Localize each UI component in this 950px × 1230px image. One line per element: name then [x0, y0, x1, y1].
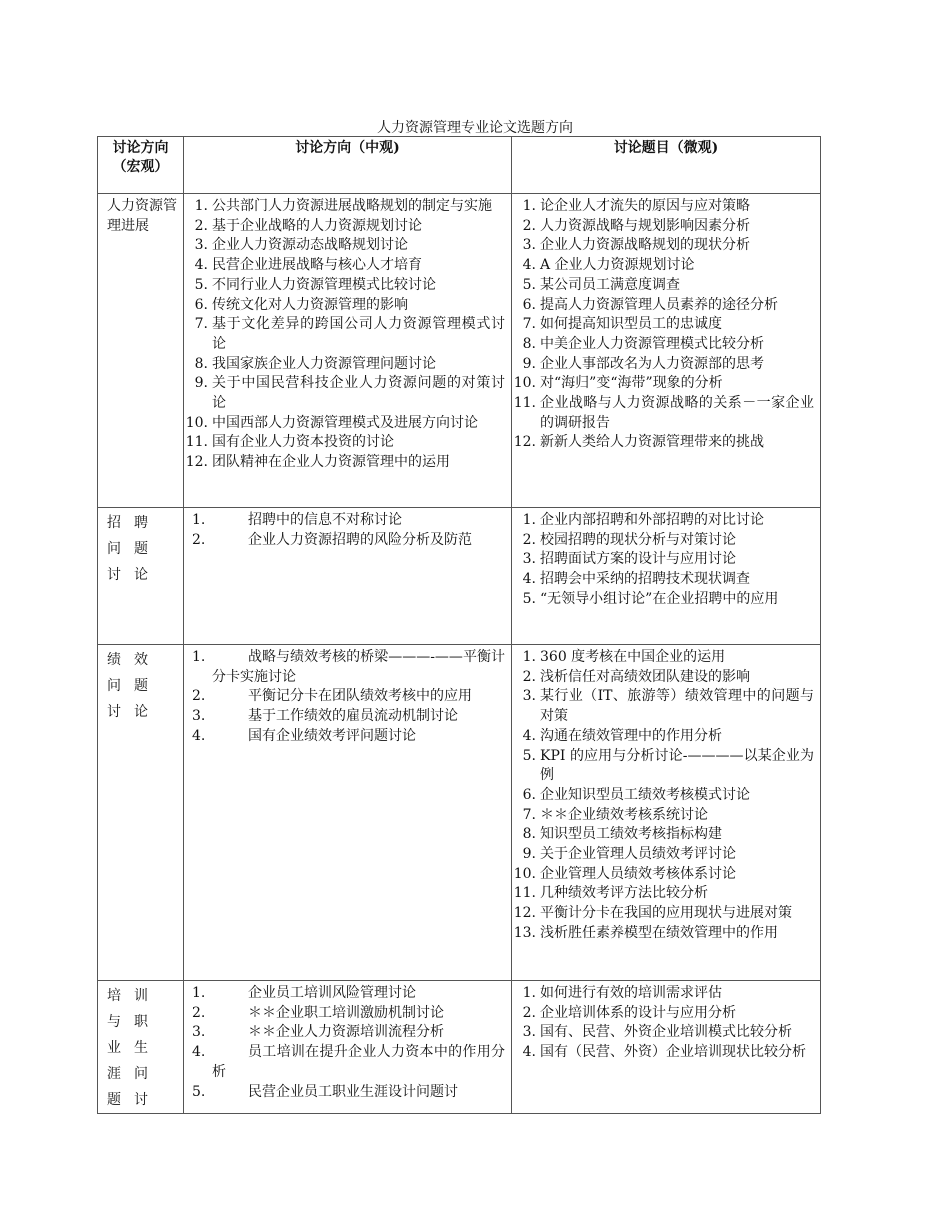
macro-cell-recruitment: 招聘问题讨论	[98, 508, 184, 645]
micro-list	[512, 645, 820, 944]
list-item-text: 民营企业进展战略与核心人才培育	[212, 257, 422, 274]
list-item-number: 4.	[194, 257, 208, 274]
list-item-number: 1.	[192, 985, 206, 1001]
list-item-number: 8.	[522, 826, 536, 843]
list-item-text: 企业人力资源动态战略规划讨论	[212, 237, 408, 254]
list-item-number: 2.	[522, 531, 536, 548]
list-item-number: 2.	[192, 531, 206, 548]
list-item	[512, 550, 814, 570]
list-item	[512, 1023, 814, 1043]
list-item	[512, 984, 814, 1004]
list-item-text: 基于文化差异的跨国公司人力资源管理模式讨论	[212, 316, 505, 352]
meso-list	[184, 194, 511, 473]
list-item-number: 3.	[192, 708, 206, 725]
list-item-text: 企业管理人员绩效考核体系讨论	[540, 865, 736, 882]
list-item-number: 1.	[522, 198, 536, 214]
list-item	[184, 1043, 505, 1082]
list-item	[184, 256, 505, 276]
list-item-text: 新新人类给人力资源管理带来的挑战	[540, 434, 764, 451]
list-item-text: 企业战略与人力资源战略的关系－一家企业的调研报告	[540, 395, 814, 431]
list-item-text: 企业内部招聘和外部招聘的对比讨论	[540, 512, 764, 528]
list-item	[512, 296, 814, 316]
list-item-text: 招聘会中采纳的招聘技术现状调查	[540, 571, 750, 588]
list-item-number: 7.	[522, 806, 536, 823]
list-item-number: 2.	[522, 1004, 536, 1021]
list-item	[512, 335, 814, 355]
header-macro: 讨论方向（宏观）	[98, 137, 184, 194]
list-item	[512, 374, 814, 394]
list-item-number: 3.	[522, 1024, 536, 1041]
list-item	[512, 197, 814, 217]
list-item-number: 8.	[522, 335, 536, 352]
list-item	[184, 433, 505, 453]
list-item	[512, 570, 814, 590]
list-item-text: ＊＊企业绩效考核系统讨论	[540, 806, 708, 823]
list-item-number: 6.	[194, 296, 208, 313]
list-item	[512, 786, 814, 806]
list-item-text: 民营企业员工职业生涯设计问题讨	[248, 1083, 458, 1100]
list-item	[512, 1004, 814, 1024]
list-item-text: 关于企业管理人员绩效考评讨论	[540, 846, 736, 863]
list-item-number: 4.	[522, 1044, 536, 1061]
list-item-number: 12.	[185, 454, 208, 471]
list-item	[184, 1023, 505, 1043]
list-item-text: 企业知识型员工绩效考核模式讨论	[540, 786, 750, 803]
list-item-number: 3.	[194, 237, 208, 254]
list-item-number: 11.	[513, 395, 536, 412]
list-item	[512, 884, 814, 904]
list-item-number: 7.	[522, 316, 536, 333]
list-item-text: 企业人力资源招聘的风险分析及防范	[248, 531, 472, 548]
list-item-number: 2.	[194, 217, 208, 234]
list-item	[184, 1004, 505, 1024]
list-item-number: 4.	[522, 571, 536, 588]
list-item-number: 4.	[522, 257, 536, 274]
list-item	[512, 648, 814, 668]
list-item-text: 知识型员工绩效考核指标构建	[540, 826, 722, 843]
list-item-number: 11.	[513, 885, 536, 902]
list-item-number: 4.	[192, 1044, 206, 1061]
meso-cell	[184, 981, 512, 1114]
list-item	[512, 806, 814, 826]
list-item-text: 关于中国民营科技企业人力资源问题的对策讨论	[212, 375, 505, 412]
list-item	[512, 687, 814, 726]
list-item	[512, 845, 814, 865]
list-item-text: 360 度考核在中国企业的运用	[540, 649, 726, 665]
list-item-text: 国有、民营、外资企业培训模式比较分析	[540, 1024, 792, 1041]
list-item-text: 如何提高知识型员工的忠诚度	[540, 316, 722, 333]
list-item	[512, 256, 814, 276]
list-item	[512, 394, 814, 433]
list-item-number: 1.	[522, 512, 536, 528]
micro-list	[512, 194, 820, 453]
list-item-text: 提高人力资源管理人员素养的途径分析	[540, 296, 778, 313]
list-item-text: 战略与绩效考核的桥梁———-——平衡计分卡实施讨论	[212, 649, 505, 685]
list-item-text: 国有企业绩效考评问题讨论	[248, 727, 416, 744]
list-item	[512, 217, 814, 237]
list-item-number: 2.	[522, 217, 536, 234]
list-item-number: 6.	[522, 786, 536, 803]
micro-list	[512, 981, 820, 1063]
list-item	[184, 707, 505, 727]
list-item-text: 企业员工培训风险管理讨论	[248, 985, 416, 1001]
list-item-text: 沟通在绩效管理中的作用分析	[540, 727, 722, 744]
list-item-number: 1.	[192, 512, 206, 528]
list-item-text: 团队精神在企业人力资源管理中的运用	[212, 454, 450, 471]
list-item-number: 7.	[194, 316, 208, 333]
list-item-number: 1.	[194, 198, 208, 214]
micro-cell	[512, 508, 821, 645]
list-item	[184, 236, 505, 256]
list-item	[184, 648, 505, 687]
list-item-number: 2.	[522, 668, 536, 685]
list-item-text: 企业培训体系的设计与应用分析	[540, 1004, 736, 1021]
list-item	[184, 414, 505, 434]
list-item	[512, 924, 814, 944]
list-item-text: 企业人事部改名为人力资源部的思考	[540, 355, 764, 372]
document-title: 人力资源管理专业论文选题方向	[377, 120, 573, 136]
list-item-text: 公共部门人力资源进展战略规划的制定与实施	[212, 198, 492, 214]
list-item-number: 8.	[194, 355, 208, 372]
list-item-text: 基于工作绩效的雇员流动机制讨论	[248, 708, 458, 725]
list-item	[184, 727, 505, 747]
micro-cell	[512, 194, 821, 508]
list-item	[512, 727, 814, 747]
list-item	[512, 236, 814, 256]
list-item-text: 基于企业战略的人力资源规划讨论	[212, 217, 422, 234]
list-item-number: 5.	[522, 747, 536, 764]
list-item-text: 几种绩效考评方法比较分析	[540, 885, 708, 902]
table-row	[98, 645, 821, 981]
meso-cell	[184, 645, 512, 981]
list-item-number: 11.	[185, 434, 208, 451]
list-item-text: 中美企业人力资源管理模式比较分析	[540, 335, 764, 352]
list-item	[512, 825, 814, 845]
list-item-text: “无领导小组讨论”在企业招聘中的应用	[540, 590, 779, 607]
list-item	[184, 355, 505, 375]
micro-list	[512, 508, 820, 610]
list-item-text: 招聘中的信息不对称讨论	[248, 512, 402, 528]
list-item-text: 如何进行有效的培训需求评估	[540, 985, 722, 1001]
list-item	[512, 1043, 814, 1063]
list-item-text: ＊＊企业职工培训激励机制讨论	[248, 1004, 444, 1021]
list-item-number: 1.	[522, 649, 536, 665]
list-item	[184, 276, 505, 296]
table-row	[98, 508, 821, 645]
list-item	[184, 531, 505, 551]
list-item-text: 传统文化对人力资源管理的影响	[212, 296, 408, 313]
header-meso: 讨论方向（中观)	[184, 137, 512, 194]
list-item	[512, 355, 814, 375]
list-item	[512, 531, 814, 551]
list-item	[184, 197, 505, 217]
list-item-number: 5.	[522, 590, 536, 607]
list-item	[512, 590, 814, 610]
topic-table	[97, 136, 821, 1114]
list-item-text: ＊＊企业人力资源培训流程分析	[248, 1024, 444, 1041]
list-item-number: 1.	[522, 985, 536, 1001]
micro-cell	[512, 645, 821, 981]
list-item-number: 13.	[513, 924, 536, 941]
list-item-number: 12.	[513, 905, 536, 922]
list-item-text: 平衡记分卡在团队绩效考核中的应用	[248, 688, 472, 705]
list-item-number: 3.	[522, 688, 536, 705]
list-item-number: 4.	[192, 727, 206, 744]
list-item	[512, 276, 814, 296]
list-item-text: 浅析胜任素养模型在绩效管理中的作用	[540, 924, 778, 941]
list-item	[184, 374, 505, 413]
list-item	[512, 511, 814, 531]
list-item-text: 我国家族企业人力资源管理问题讨论	[212, 355, 436, 372]
list-item-text: 招聘面试方案的设计与应用讨论	[540, 551, 736, 568]
meso-list	[184, 508, 511, 550]
list-item	[184, 1083, 505, 1103]
table-header-row	[98, 137, 821, 194]
list-item	[512, 315, 814, 335]
list-item-number: 9.	[194, 375, 208, 392]
list-item-number: 6.	[522, 296, 536, 313]
list-item	[512, 904, 814, 924]
list-item-number: 5.	[522, 276, 536, 293]
list-item	[184, 687, 505, 707]
list-item	[184, 511, 505, 531]
meso-list	[184, 981, 511, 1102]
list-item-text: 国有企业人力资本投资的讨论	[212, 434, 394, 451]
list-item-number: 5.	[192, 1083, 206, 1100]
list-item	[512, 747, 814, 786]
list-item-number: 9.	[522, 355, 536, 372]
list-item-text: 某行业（IT、旅游等）绩效管理中的问题与对策	[540, 688, 814, 725]
macro-cell-training-career: 培训与职业生涯问题讨	[98, 981, 184, 1114]
list-item-number: 2.	[192, 688, 206, 705]
list-item	[512, 433, 814, 453]
list-item-number: 10.	[513, 375, 536, 392]
list-item-number: 2.	[192, 1004, 206, 1021]
list-item-number: 10.	[185, 414, 208, 431]
meso-list	[184, 645, 511, 747]
list-item-text: 浅析信任对高绩效团队建设的影响	[540, 668, 750, 685]
list-item-number: 10.	[513, 865, 536, 882]
list-item-text: 对“海归”变“海带”现象的分析	[540, 375, 723, 392]
list-item-number: 3.	[192, 1024, 206, 1041]
list-item-number: 12.	[513, 434, 536, 451]
list-item-text: 中国西部人力资源管理模式及进展方向讨论	[212, 414, 478, 431]
list-item	[184, 453, 505, 473]
micro-cell	[512, 981, 821, 1114]
list-item-text: 不同行业人力资源管理模式比较讨论	[212, 276, 436, 293]
list-item-number: 3.	[522, 551, 536, 568]
macro-cell-performance: 绩效问题讨论	[98, 645, 184, 981]
list-item	[184, 984, 505, 1004]
list-item-text: 某公司员工满意度调查	[540, 276, 680, 293]
list-item-number: 9.	[522, 846, 536, 863]
list-item-text: 国有（民营、外资）企业培训现状比较分析	[540, 1044, 806, 1061]
list-item	[512, 865, 814, 885]
list-item-text: 校园招聘的现状分析与对策讨论	[540, 531, 736, 548]
list-item-text: 人力资源战略与规划影响因素分析	[540, 217, 750, 234]
list-item-number: 1.	[192, 649, 206, 665]
list-item-text: 平衡计分卡在我国的应用现状与进展对策	[540, 905, 792, 922]
list-item-text: A 企业人力资源规划讨论	[540, 257, 695, 274]
table-row	[98, 194, 821, 508]
list-item-number: 3.	[522, 237, 536, 254]
meso-cell	[184, 194, 512, 508]
list-item-text: 企业人力资源战略规划的现状分析	[540, 237, 750, 254]
list-item-number: 4.	[522, 727, 536, 744]
macro-cell-hr-development: 人力资源管理进展	[98, 194, 184, 508]
list-item	[184, 296, 505, 316]
header-micro: 讨论题目（微观)	[512, 137, 821, 194]
list-item-text: KPI 的应用与分析讨论-————以某企业为例	[540, 747, 814, 784]
list-item	[184, 217, 505, 237]
list-item	[184, 315, 505, 354]
list-item-number: 5.	[194, 276, 208, 293]
list-item-text: 员工培训在提升企业人力资本中的作用分析	[212, 1044, 505, 1080]
list-item-text: 论企业人才流失的原因与应对策略	[540, 198, 750, 214]
meso-cell	[184, 508, 512, 645]
table-row	[98, 981, 821, 1114]
list-item	[512, 668, 814, 688]
